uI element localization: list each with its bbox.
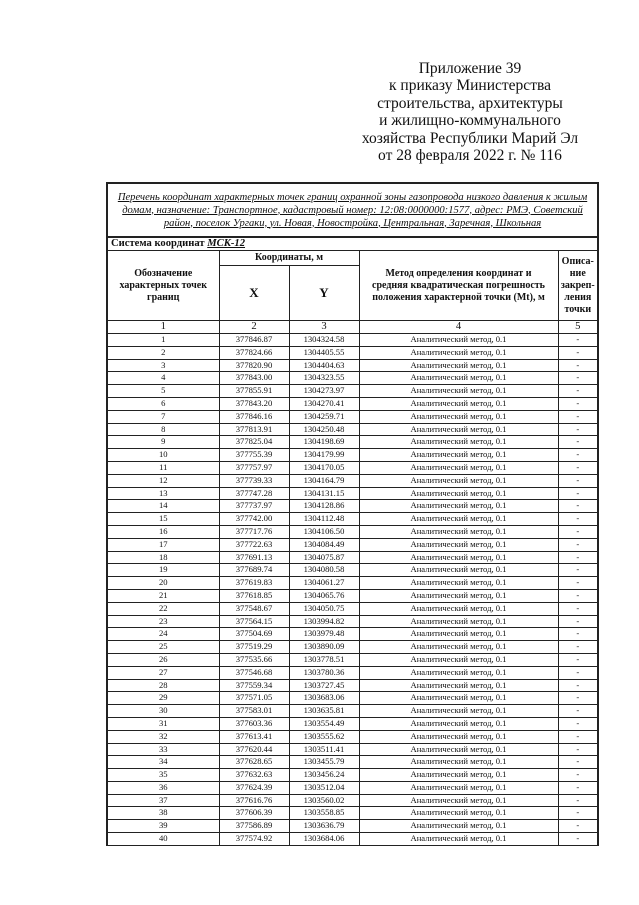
description: -: [558, 385, 598, 398]
coord-x: 377504.69: [219, 628, 289, 641]
coord-x: 377742.00: [219, 513, 289, 526]
coord-y: 1304065.76: [289, 589, 359, 602]
description: -: [558, 679, 598, 692]
description: -: [558, 769, 598, 782]
method: Аналитический метод, 0.1: [359, 692, 558, 705]
table-row: [107, 474, 598, 487]
coord-y: 1304404.63: [289, 359, 359, 372]
col-header-method: Метод определения координат и средняя квадратическая погрешность положения характерной точки (Mt), м: [359, 251, 558, 321]
point-number: 8: [107, 423, 219, 436]
point-number: 1: [107, 334, 219, 347]
table-row: [107, 679, 598, 692]
coord-x: 377548.67: [219, 602, 289, 615]
description: -: [558, 666, 598, 679]
point-number: 13: [107, 487, 219, 500]
description: -: [558, 397, 598, 410]
description: -: [558, 833, 598, 846]
coord-y: 1303558.85: [289, 807, 359, 820]
method: Аналитический метод, 0.1: [359, 679, 558, 692]
coord-x: 377613.41: [219, 730, 289, 743]
description: -: [558, 641, 598, 654]
coord-y: 1303455.79: [289, 756, 359, 769]
coord-x: 377747.28: [219, 487, 289, 500]
coord-y: 1303890.09: [289, 641, 359, 654]
point-number: 26: [107, 653, 219, 666]
table-row: [107, 525, 598, 538]
point-number: 31: [107, 717, 219, 730]
method: Аналитический метод, 0.1: [359, 781, 558, 794]
method: Аналитический метод, 0.1: [359, 641, 558, 654]
coord-x: 377755.39: [219, 449, 289, 462]
method: Аналитический метод, 0.1: [359, 474, 558, 487]
coord-y: 1304050.75: [289, 602, 359, 615]
method: Аналитический метод, 0.1: [359, 730, 558, 743]
table-row: [107, 346, 598, 359]
coord-y: 1303511.41: [289, 743, 359, 756]
description: -: [558, 564, 598, 577]
table-row: [107, 410, 598, 423]
point-number: 2: [107, 346, 219, 359]
coord-x: 377616.76: [219, 794, 289, 807]
description: -: [558, 743, 598, 756]
description: -: [558, 436, 598, 449]
header-line: от 28 февраля 2022 г. № 116: [378, 147, 562, 165]
coord-x: 377624.39: [219, 781, 289, 794]
table-row: [107, 666, 598, 679]
coord-y: 1304112.48: [289, 513, 359, 526]
method: Аналитический метод, 0.1: [359, 538, 558, 551]
description: -: [558, 692, 598, 705]
coordinate-system-label: Система координат: [111, 238, 205, 249]
description: -: [558, 372, 598, 385]
method: Аналитический метод, 0.1: [359, 589, 558, 602]
point-number: 19: [107, 564, 219, 577]
coord-x: 377535.66: [219, 653, 289, 666]
point-number: 24: [107, 628, 219, 641]
description: -: [558, 756, 598, 769]
method: Аналитический метод, 0.1: [359, 717, 558, 730]
table-row: [107, 589, 598, 602]
coord-y: 1304080.58: [289, 564, 359, 577]
point-number: 20: [107, 577, 219, 590]
coord-y: 1303780.36: [289, 666, 359, 679]
table-row: [107, 372, 598, 385]
coord-x: 377691.13: [219, 551, 289, 564]
coord-x: 377564.15: [219, 615, 289, 628]
method: Аналитический метод, 0.1: [359, 820, 558, 833]
table-row: [107, 551, 598, 564]
header-line: Приложение 39: [418, 60, 522, 77]
description: -: [558, 807, 598, 820]
coord-y: 1304250.48: [289, 423, 359, 436]
table-row: [107, 641, 598, 654]
description: -: [558, 577, 598, 590]
description: -: [558, 628, 598, 641]
point-number: 14: [107, 500, 219, 513]
table-row: [107, 577, 598, 590]
header-line: к приказу Министерства: [389, 77, 551, 95]
description: -: [558, 705, 598, 718]
header-line: и жилищно-коммунального: [379, 112, 561, 130]
coord-x: 377519.29: [219, 641, 289, 654]
table-row: [107, 564, 598, 577]
coord-y: 1304084.49: [289, 538, 359, 551]
point-number: 3: [107, 359, 219, 372]
coord-x: 377559.34: [219, 679, 289, 692]
table-row: [107, 461, 598, 474]
method: Аналитический метод, 0.1: [359, 666, 558, 679]
coord-y: 1303560.02: [289, 794, 359, 807]
point-number: 10: [107, 449, 219, 462]
point-number: 21: [107, 589, 219, 602]
method: Аналитический метод, 0.1: [359, 385, 558, 398]
table-row: [107, 334, 598, 347]
description: -: [558, 794, 598, 807]
method: Аналитический метод, 0.1: [359, 794, 558, 807]
method: Аналитический метод, 0.1: [359, 615, 558, 628]
method: Аналитический метод, 0.1: [359, 410, 558, 423]
description: -: [558, 538, 598, 551]
coord-y: 1303555.62: [289, 730, 359, 743]
table-row: [107, 692, 598, 705]
description: -: [558, 474, 598, 487]
coord-x: 377606.39: [219, 807, 289, 820]
coordinates-table: [106, 182, 599, 846]
method: Аналитический метод, 0.1: [359, 564, 558, 577]
table-row: [107, 500, 598, 513]
point-number: 15: [107, 513, 219, 526]
method: Аналитический метод, 0.1: [359, 359, 558, 372]
col-number: 3: [289, 321, 359, 334]
description: -: [558, 487, 598, 500]
table-row: [107, 794, 598, 807]
table-row: [107, 653, 598, 666]
coord-y: 1303683.06: [289, 692, 359, 705]
coord-y: 1304179.99: [289, 449, 359, 462]
point-number: 40: [107, 833, 219, 846]
coord-x: 377824.66: [219, 346, 289, 359]
description: -: [558, 589, 598, 602]
description: -: [558, 525, 598, 538]
table-row: [107, 449, 598, 462]
coord-x: 377689.74: [219, 564, 289, 577]
method: Аналитический метод, 0.1: [359, 807, 558, 820]
method: Аналитический метод, 0.1: [359, 346, 558, 359]
method: Аналитический метод, 0.1: [359, 602, 558, 615]
table-row: [107, 423, 598, 436]
coord-x: 377571.05: [219, 692, 289, 705]
method: Аналитический метод, 0.1: [359, 705, 558, 718]
coord-y: 1303635.81: [289, 705, 359, 718]
col-header-description: Описа-ние закреп-ления точки: [558, 251, 598, 321]
col-number: 4: [359, 321, 558, 334]
table-row: [107, 756, 598, 769]
point-number: 33: [107, 743, 219, 756]
coord-y: 1303994.82: [289, 615, 359, 628]
coord-x: 377717.76: [219, 525, 289, 538]
coord-x: 377855.91: [219, 385, 289, 398]
method: Аналитический метод, 0.1: [359, 769, 558, 782]
description: -: [558, 334, 598, 347]
coord-x: 377843.20: [219, 397, 289, 410]
table-row: [107, 833, 598, 846]
point-number: 11: [107, 461, 219, 474]
method: Аналитический метод, 0.1: [359, 423, 558, 436]
method: Аналитический метод, 0.1: [359, 461, 558, 474]
coord-x: 377820.90: [219, 359, 289, 372]
point-number: 22: [107, 602, 219, 615]
coord-y: 1303554.49: [289, 717, 359, 730]
table-title: Перечень координат характерных точек границ охранной зоны газопровода низкого давления к жилым домам, назначение: Транспортное, кадастровый номер: 12:08:0000000:1577, адрес: РМЭ, Советский район, поселок Ургаки, ул. Новая, Новостройка, Центральная, Заречная, Школьная: [107, 183, 598, 237]
coord-x: 377825.04: [219, 436, 289, 449]
method: Аналитический метод, 0.1: [359, 743, 558, 756]
coord-x: 377620.44: [219, 743, 289, 756]
point-number: 23: [107, 615, 219, 628]
method: Аналитический метод, 0.1: [359, 334, 558, 347]
col-header-y: Y: [289, 266, 359, 321]
point-number: 4: [107, 372, 219, 385]
coord-x: 377583.01: [219, 705, 289, 718]
coord-y: 1303456.24: [289, 769, 359, 782]
point-number: 5: [107, 385, 219, 398]
table-row: [107, 385, 598, 398]
point-number: 34: [107, 756, 219, 769]
point-number: 32: [107, 730, 219, 743]
coordinate-system-value: МСК-12: [207, 238, 246, 249]
description: -: [558, 449, 598, 462]
description: -: [558, 500, 598, 513]
col-number: 1: [107, 321, 219, 334]
method: Аналитический метод, 0.1: [359, 833, 558, 846]
point-number: 27: [107, 666, 219, 679]
point-number: 18: [107, 551, 219, 564]
point-number: 38: [107, 807, 219, 820]
method: Аналитический метод, 0.1: [359, 577, 558, 590]
coord-y: 1303727.45: [289, 679, 359, 692]
header-line: строительства, архитектуры: [377, 94, 563, 112]
coord-y: 1303512.04: [289, 781, 359, 794]
description: -: [558, 615, 598, 628]
method: Аналитический метод, 0.1: [359, 372, 558, 385]
col-header-x: X: [219, 266, 289, 321]
coord-x: 377757.97: [219, 461, 289, 474]
coord-x: 377574.92: [219, 833, 289, 846]
table-row: [107, 820, 598, 833]
table-row: [107, 538, 598, 551]
point-number: 25: [107, 641, 219, 654]
table-row: [107, 730, 598, 743]
point-number: 29: [107, 692, 219, 705]
coord-y: 1304106.50: [289, 525, 359, 538]
point-number: 12: [107, 474, 219, 487]
coord-y: 1304259.71: [289, 410, 359, 423]
description: -: [558, 551, 598, 564]
coord-x: 377628.65: [219, 756, 289, 769]
coord-y: 1304270.41: [289, 397, 359, 410]
method: Аналитический метод, 0.1: [359, 525, 558, 538]
coord-y: 1304061.27: [289, 577, 359, 590]
description: -: [558, 513, 598, 526]
coord-y: 1303979.48: [289, 628, 359, 641]
description: -: [558, 653, 598, 666]
table-row: [107, 807, 598, 820]
description: -: [558, 781, 598, 794]
table-row: [107, 769, 598, 782]
coord-x: 377846.16: [219, 410, 289, 423]
coord-x: 377586.89: [219, 820, 289, 833]
coord-x: 377737.97: [219, 500, 289, 513]
appendix-header: [330, 60, 610, 164]
coord-y: 1304131.15: [289, 487, 359, 500]
description: -: [558, 602, 598, 615]
coord-y: 1303636.79: [289, 820, 359, 833]
table-row: [107, 628, 598, 641]
coord-y: 1304128.86: [289, 500, 359, 513]
method: Аналитический метод, 0.1: [359, 551, 558, 564]
coord-y: 1304075.87: [289, 551, 359, 564]
coord-y: 1303684.06: [289, 833, 359, 846]
coord-y: 1304323.55: [289, 372, 359, 385]
method: Аналитический метод, 0.1: [359, 397, 558, 410]
description: -: [558, 359, 598, 372]
col-number: 2: [219, 321, 289, 334]
point-number: 7: [107, 410, 219, 423]
coord-x: 377618.85: [219, 589, 289, 602]
table-row: [107, 602, 598, 615]
coord-y: 1303778.51: [289, 653, 359, 666]
description: -: [558, 346, 598, 359]
coord-y: 1304405.55: [289, 346, 359, 359]
coord-y: 1304164.79: [289, 474, 359, 487]
table-row: [107, 397, 598, 410]
coord-x: 377843.00: [219, 372, 289, 385]
coord-y: 1304170.05: [289, 461, 359, 474]
table-row: [107, 615, 598, 628]
point-number: 28: [107, 679, 219, 692]
coord-x: 377846.87: [219, 334, 289, 347]
table-row: [107, 705, 598, 718]
table-row: [107, 436, 598, 449]
coordinate-system: [107, 237, 598, 251]
method: Аналитический метод, 0.1: [359, 487, 558, 500]
method: Аналитический метод, 0.1: [359, 500, 558, 513]
method: Аналитический метод, 0.1: [359, 756, 558, 769]
method: Аналитический метод, 0.1: [359, 513, 558, 526]
coord-y: 1304273.97: [289, 385, 359, 398]
description: -: [558, 730, 598, 743]
description: -: [558, 410, 598, 423]
coord-x: 377739.33: [219, 474, 289, 487]
description: -: [558, 423, 598, 436]
point-number: 30: [107, 705, 219, 718]
point-number: 35: [107, 769, 219, 782]
col-header-point: Обозначение характерных точек границ: [107, 251, 219, 321]
method: Аналитический метод, 0.1: [359, 449, 558, 462]
header-line: хозяйства Республики Марий Эл: [361, 129, 579, 147]
coord-x: 377603.36: [219, 717, 289, 730]
method: Аналитический метод, 0.1: [359, 436, 558, 449]
table-row: [107, 359, 598, 372]
point-number: 39: [107, 820, 219, 833]
description: -: [558, 820, 598, 833]
point-number: 17: [107, 538, 219, 551]
coord-x: 377632.63: [219, 769, 289, 782]
point-number: 6: [107, 397, 219, 410]
coord-y: 1304198.69: [289, 436, 359, 449]
coord-x: 377546.68: [219, 666, 289, 679]
method: Аналитический метод, 0.1: [359, 653, 558, 666]
col-header-coords: Координаты, м: [219, 251, 359, 266]
point-number: 9: [107, 436, 219, 449]
coord-y: 1304324.58: [289, 334, 359, 347]
point-number: 16: [107, 525, 219, 538]
point-number: 36: [107, 781, 219, 794]
point-number: 37: [107, 794, 219, 807]
method: Аналитический метод, 0.1: [359, 628, 558, 641]
table-row: [107, 487, 598, 500]
coord-x: 377619.83: [219, 577, 289, 590]
coord-x: 377813.91: [219, 423, 289, 436]
table-row: [107, 743, 598, 756]
description: -: [558, 461, 598, 474]
description: -: [558, 717, 598, 730]
col-number: 5: [558, 321, 598, 334]
coord-x: 377722.63: [219, 538, 289, 551]
table-row: [107, 781, 598, 794]
table-row: [107, 513, 598, 526]
table-row: [107, 717, 598, 730]
